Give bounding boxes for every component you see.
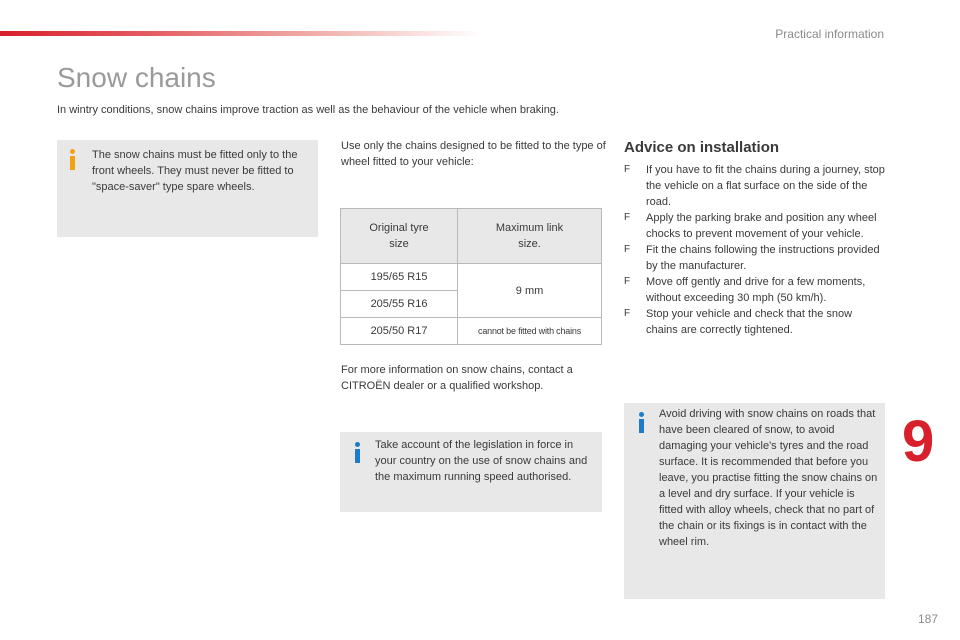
advice-list	[624, 162, 886, 338]
note-legislation-text: Take account of the legislation in force in your country on the use of snow chains and the maximum running speed authorised.	[375, 439, 588, 483]
note-front-wheels-text: The snow chains must be fitted only to the front wheels. They must never be fitted to "space-saver" type spare wheels.	[92, 149, 298, 193]
tyre-size-table	[340, 208, 602, 345]
table-row	[341, 264, 602, 291]
table-header-tyre-size: Original tyre size	[341, 209, 458, 264]
note-avoid-text: Avoid driving with snow chains on roads that have been cleared of snow, to avoid damaging your vehicle's tyres and the road surface. It is recommended that before you leave, you practise fitting the snow chains on a level and dry surface. If your vehicle is fitted with alloy wheels, check that no part of the chain or its fixings is in contact with the wheel rim.	[659, 408, 878, 548]
intro-paragraph: In wintry conditions, snow chains improve traction as well as the behaviour of the vehicle when braking.	[57, 104, 559, 116]
header-accent-bar	[0, 31, 480, 36]
bullet-icon: F	[624, 276, 631, 287]
list-item: F Stop your vehicle and check that the snow chains are correctly tightened.	[624, 308, 853, 336]
note-legislation	[340, 432, 602, 512]
note-front-wheels	[57, 140, 318, 237]
table-cell-link: 9 mm	[458, 264, 602, 318]
list-item: F If you have to fit the chains during a journey, stop the vehicle on a flat surface on the side of the road.	[624, 164, 885, 208]
advice-heading: Advice on installation	[624, 139, 780, 156]
note-avoid-cleared-roads	[624, 403, 885, 599]
more-info-text: For more information on snow chains, contact a CITROËN dealer or a qualified workshop.	[341, 364, 573, 392]
bullet-icon: F	[624, 212, 631, 223]
bullet-icon: F	[624, 308, 631, 319]
list-item: F Move off gently and drive for a few moments, without exceeding 30 mph (50 km/h).	[624, 276, 866, 304]
section-label: Practical information	[775, 27, 884, 41]
chapter-number: 9	[902, 409, 935, 474]
bullet-icon: F	[624, 164, 631, 175]
table-cell-size: 205/50 R17	[341, 318, 458, 345]
list-item: F Fit the chains following the instructions provided by the manufacturer.	[624, 244, 880, 272]
list-item: F Apply the parking brake and position any wheel chocks to prevent movement of your vehicle.	[624, 212, 877, 240]
info-icon	[353, 442, 363, 464]
page-number: 187	[917, 612, 938, 626]
table-cell-link: cannot be fitted with chains	[458, 318, 602, 345]
info-icon	[68, 149, 78, 171]
table-header-link-size: Maximum link size.	[458, 209, 602, 264]
page-title: Snow chains	[57, 62, 216, 93]
table-cell-size: 205/55 R16	[341, 291, 458, 318]
table-header-row	[341, 209, 602, 264]
bullet-icon: F	[624, 244, 631, 255]
table-cell-size: 195/65 R15	[341, 264, 458, 291]
info-icon	[637, 412, 647, 434]
table-row	[341, 318, 602, 345]
use-chains-text: Use only the chains designed to be fitted to the type of wheel fitted to your vehicle:	[341, 140, 606, 168]
